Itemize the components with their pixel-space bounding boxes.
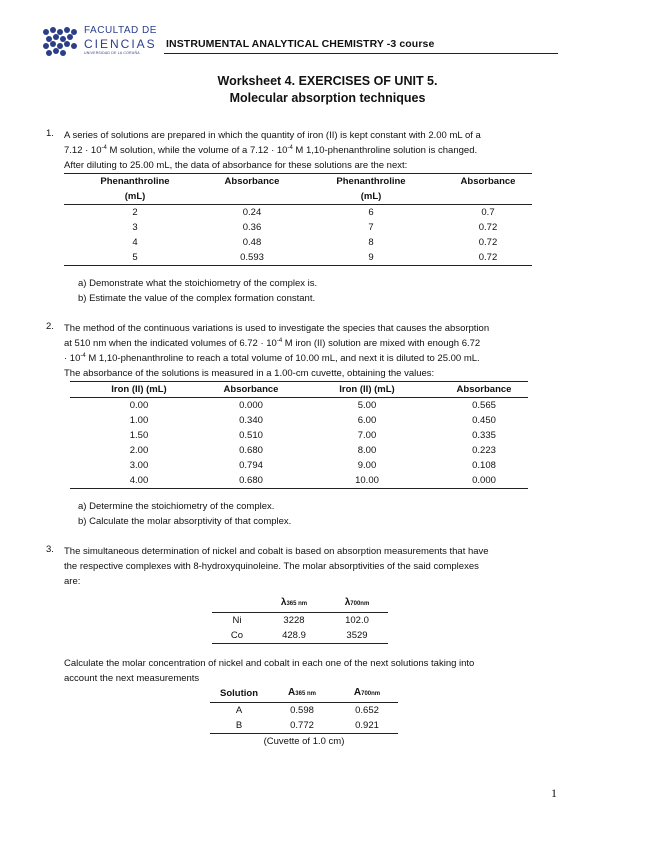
table-row: B 0.772 0.921 <box>210 718 398 734</box>
exercise-3-question <box>64 656 558 686</box>
exercise-3-statement <box>64 544 558 589</box>
worksheet-title: Worksheet 4. EXERCISES OF UNIT 5. <box>217 74 438 88</box>
ex1-col-header-1: Phenanthroline (mL) <box>100 176 170 202</box>
t2-col-header-365: A365 nm <box>288 687 316 698</box>
university-logo <box>40 24 80 60</box>
table-row: 2 0.24 6 0.7 <box>64 205 532 221</box>
ex3-line2: the respective complexes with 8-hydroxyquinoleine. The molar absorptivities of the said complexes <box>64 561 479 572</box>
table-row: 5 0.593 9 0.72 <box>64 250 532 266</box>
table-row: 3 0.36 7 0.72 <box>132 222 498 233</box>
ex2-line2: at 510 nm when the indicated volumes of $6.72 \cdot 10^{-4}$ M iron (II) solution are mixed with enough 6.72 <box>64 338 481 349</box>
measurements-table <box>210 685 398 749</box>
exercise-2-statement <box>64 321 558 381</box>
ex3-line5: account the next measurements <box>64 673 200 684</box>
t1-corner <box>212 595 262 613</box>
logo-text-line3: UNIVERSIDAD DE LA CORUÑA <box>84 51 140 55</box>
t1-col-header-700: λ700nm <box>344 597 370 608</box>
header-divider <box>164 53 558 54</box>
cuvette-note: (Cuvette of 1.0 cm) <box>263 736 345 747</box>
table-row: Co 428.9 3529 <box>212 628 388 644</box>
exercise-2-table <box>70 381 528 489</box>
table-row: Ni 3228 102.0 <box>232 615 369 626</box>
table-row: 3.00 0.794 9.00 0.108 <box>129 460 496 471</box>
table-row: 4 0.48 8 0.72 <box>132 237 498 248</box>
exercise-1-statement <box>64 128 558 173</box>
table-row: 0.00 0.000 5.00 0.565 <box>129 400 496 411</box>
exercise-2-number: 2. <box>46 321 54 332</box>
table-note-row <box>210 734 398 750</box>
ex2-col-header-3: Iron (II) (mL) <box>339 384 395 395</box>
ex3-line4: Calculate the molar concentration of nickel and cobalt in each one of the next solutions taking into <box>64 658 475 669</box>
ex1-line3: After diluting to 25.00 mL, the data of absorbance for these solutions are the next: <box>64 160 408 171</box>
ex2-line4: The absorbance of the solutions is measured in a 1.00-cm cuvette, obtaining the values: <box>64 368 435 379</box>
ex2-col-header-4: Absorbance <box>456 384 512 395</box>
ex1-col-header-3: Phenanthroline (mL) <box>336 176 406 202</box>
t2-col-header-700: A700nm <box>353 687 381 698</box>
ex1-col-header-4: Absorbance <box>460 176 516 187</box>
ex2-line1: The method of the continuous variations is used to investigate the species that causes the absorption <box>64 323 490 334</box>
table-row: 1.00 0.340 6.00 0.450 <box>129 415 496 426</box>
ex2-line3: · $10^{-4}$ M 1,10-phenanthroline to reach a total volume of 10.00 mL, and next it is diluted to 25.00 mL. <box>64 353 480 364</box>
table-row: A 0.598 0.652 <box>235 705 379 716</box>
worksheet-subtitle: Molecular absorption techniques <box>229 91 426 105</box>
exercise-1-part-b: b) Estimate the value of the complex formation constant. <box>78 293 316 304</box>
ex3-line1: The simultaneous determination of nickel and cobalt is based on absorption measurements that have <box>64 546 489 557</box>
course-header: INSTRUMENTAL ANALYTICAL CHEMISTRY -3 course <box>166 38 435 50</box>
exercise-1-part-a: a) Demonstrate what the stoichiometry of the complex is. <box>78 278 318 289</box>
ex2-col-header-1: Iron (II) (mL) <box>111 384 167 395</box>
exercise-2-part-a: a) Determine the stoichiometry of the complex. <box>78 501 275 512</box>
t2-col-header-solution: Solution <box>220 688 258 699</box>
logo-text-line2: CIENCIAS <box>84 37 157 51</box>
ex1-line1: A series of solutions are prepared in which the quantity of iron (II) is kept constant with 2.00 mL of a <box>64 130 481 141</box>
exercise-2-part-b: b) Calculate the molar absorptivity of that complex. <box>78 516 292 527</box>
ex1-line2: $7.12 \cdot 10^{-4}$ M solution, while the volume of a $7.12 \cdot 10^{-4}$ M 1,10-phenanthroline solution is changed. <box>64 145 478 156</box>
table-row: 2.00 0.680 8.00 0.223 <box>129 445 496 456</box>
molar-absorptivity-table <box>212 595 388 644</box>
ex2-col-header-2: Absorbance <box>223 384 279 395</box>
exercise-1-table <box>64 173 532 266</box>
exercise-3-number: 3. <box>46 544 54 555</box>
logo-text-line1: FACULTAD DE <box>84 25 157 36</box>
page-number: 1 <box>551 786 557 800</box>
ex1-col-header-2: Absorbance <box>224 176 280 187</box>
t1-col-header-365: λ365 nm <box>280 597 308 608</box>
table-row: 1.50 0.510 7.00 0.335 <box>129 430 496 441</box>
exercise-1-number: 1. <box>46 128 54 139</box>
table-row: 4.00 0.680 10.00 0.000 <box>70 473 528 489</box>
ex3-line3: are: <box>64 576 81 587</box>
